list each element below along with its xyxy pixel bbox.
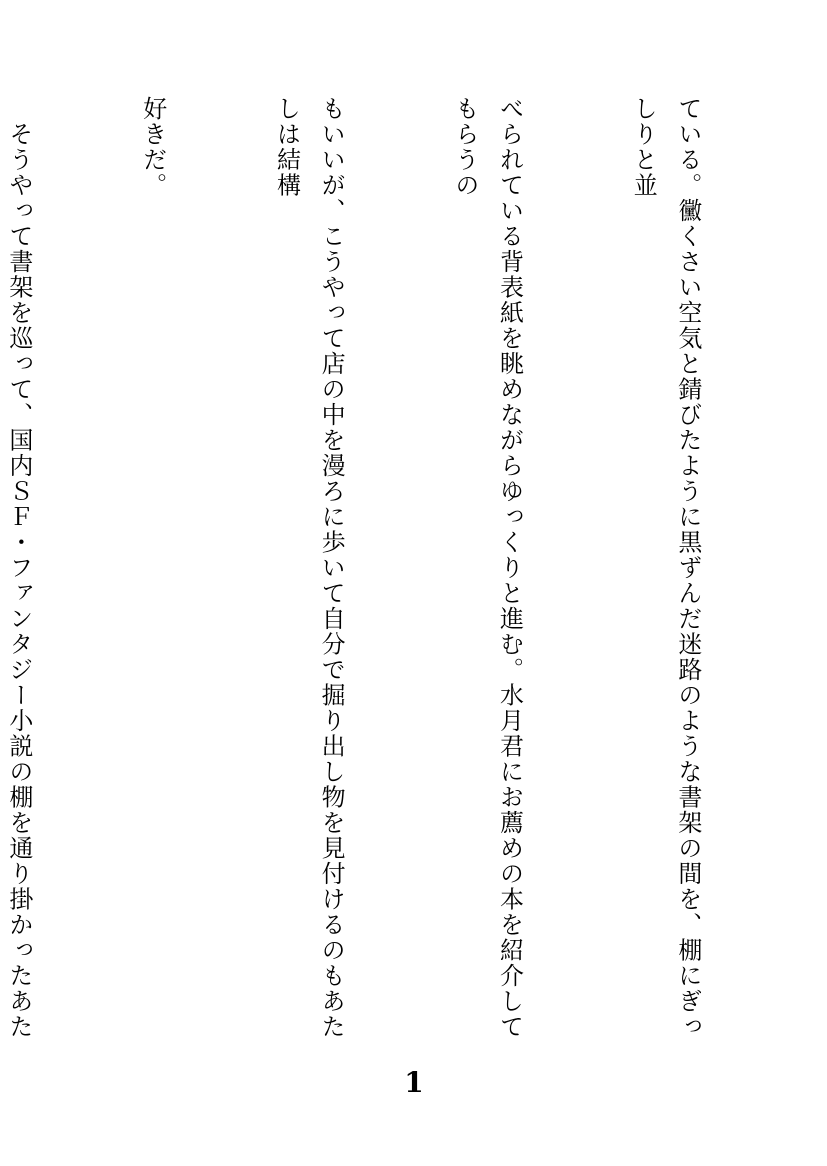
text-line: もいいが、こうやって店の中を漫ろに歩いて自分で掘り出し物を見付けるのもあたしは結構 [272,96,346,1040]
vertical-text-body [4,96,799,1064]
page-number: 1 [404,1066,424,1099]
text-line: べられている背表紙を眺めながらゆっくりと進む。水月君にお薦めの本を紹介してもらうの [450,96,524,1040]
text-line: そうやって書架を巡って、国内ＳＦ・ファンタジー小説の棚を通り掛かったあた [4,121,33,1040]
text-line: ている。黴くさい空気と錆びたように黒ずんだ迷路のような書架の間を、棚にぎっしりと並 [629,96,702,1040]
text-line: 好きだ。 [138,96,167,198]
